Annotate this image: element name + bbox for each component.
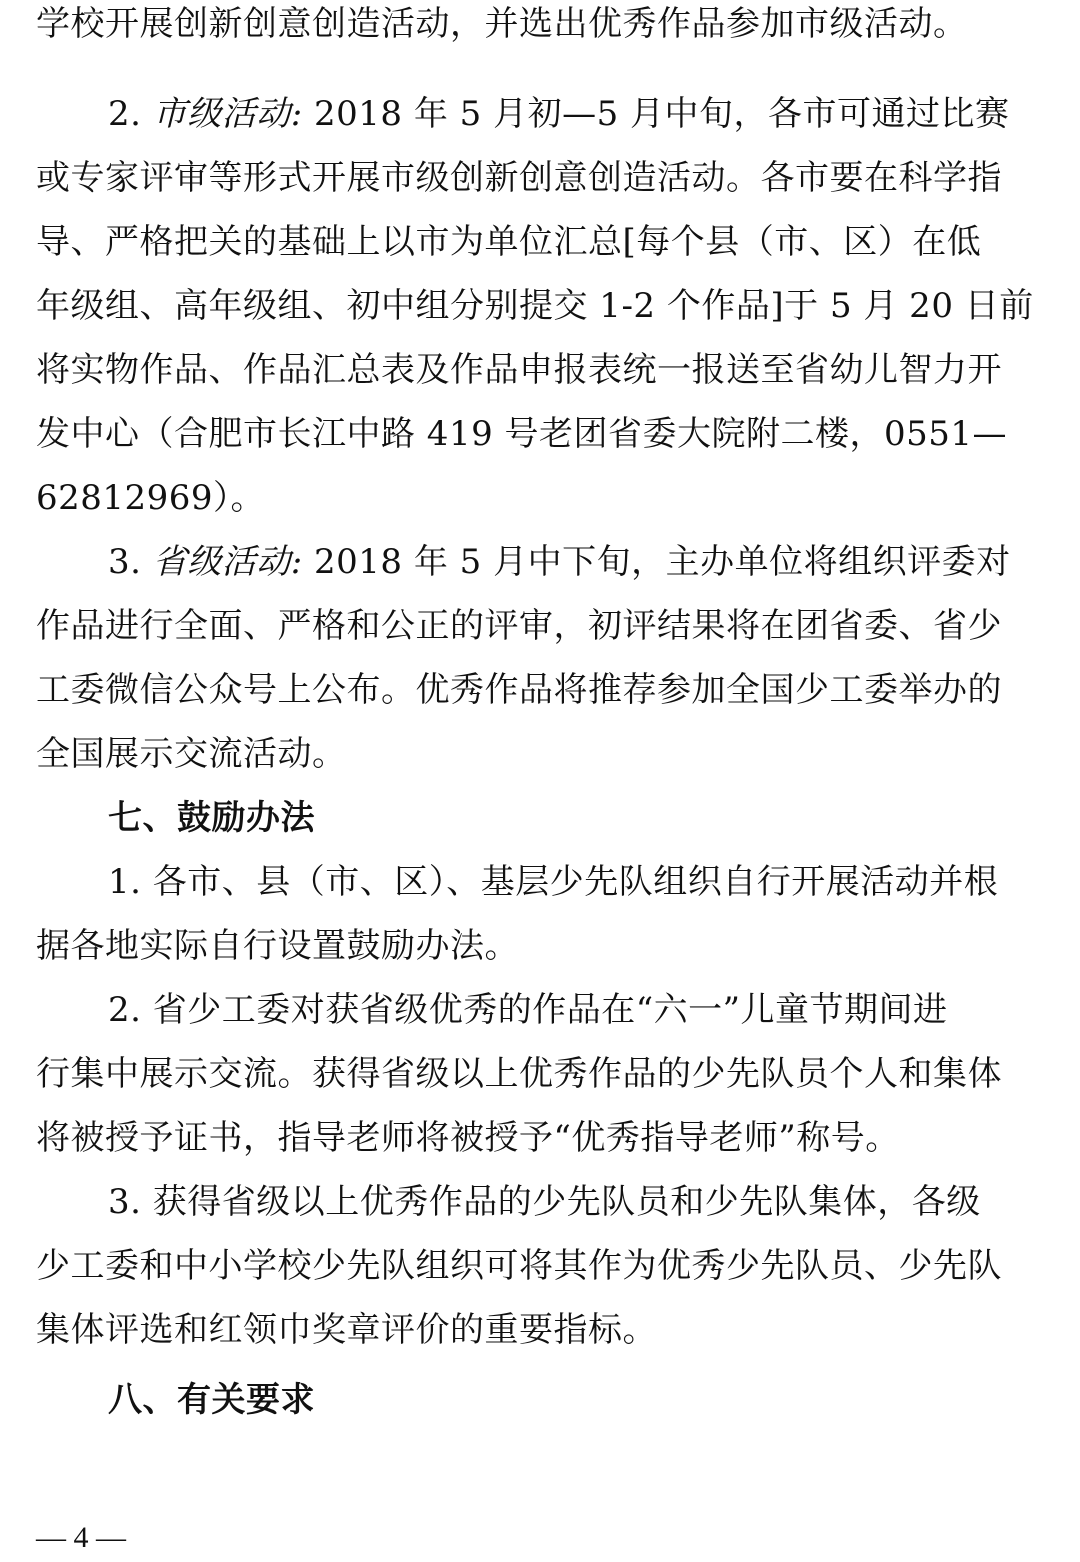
paragraph-line: 导、严格把关的基础上以市为单位汇总[每个县（市、区）在低: [36, 222, 982, 262]
paragraph-line: 年级组、高年级组、初中组分别提交 1-2 个作品]于 5 月 20 日前: [36, 286, 1034, 326]
paragraph-line: 行集中展示交流。获得省级以上优秀作品的少先队员个人和集体: [36, 1054, 1002, 1094]
paragraph-line: 将被授予证书，指导老师将被授予“优秀指导老师”称号。: [36, 1118, 900, 1158]
document-page: [36, 0, 1046, 1562]
paragraph-line: 据各地实际自行设置鼓励办法。: [36, 926, 519, 966]
paragraph-line: 集体评选和红领巾奖章评价的重要指标。: [36, 1310, 657, 1350]
paragraph-line: 学校开展创新创意创造活动，并选出优秀作品参加市级活动。: [36, 4, 968, 44]
paragraph-line: 全国展示交流活动。: [36, 734, 347, 774]
section-heading: 八、有关要求: [108, 1380, 315, 1420]
line-text: 2018 年 5 月初—5 月中旬，各市可通过比赛: [302, 94, 1010, 134]
paragraph-line: 2. 省少工委对获省级优秀的作品在“六一”儿童节期间进: [108, 990, 948, 1030]
paragraph-line: 1. 各市、县（市、区）、基层少先队组织自行开展活动并根: [108, 862, 999, 902]
section-heading: 七、鼓励办法: [108, 798, 315, 838]
paragraph-line: 作品进行全面、严格和公正的评审，初评结果将在团省委、省少: [36, 606, 1002, 646]
item-title: 市级活动:: [152, 94, 303, 134]
line-text: 2018 年 5 月中下旬，主办单位将组织评委对: [302, 542, 1011, 582]
item-number: 3.: [108, 542, 153, 582]
paragraph-line: 62812969）。: [36, 478, 266, 518]
paragraph-line: 或专家评审等形式开展市级创新创意创造活动。各市要在科学指: [36, 158, 1002, 198]
item-title: 省级活动:: [152, 542, 303, 582]
item-number: 2.: [108, 94, 153, 134]
paragraph-line: [36, 82, 1046, 146]
paragraph-line: 将实物作品、作品汇总表及作品申报表统一报送至省幼儿智力开: [36, 350, 1002, 390]
paragraph-line: 少工委和中小学校少先队组织可将其作为优秀少先队员、少先队: [36, 1246, 1002, 1286]
paragraph-line: 工委微信公众号上公布。优秀作品将推荐参加全国少工委举办的: [36, 670, 1002, 710]
page-number: — 4 —: [36, 1521, 126, 1554]
paragraph-line: [36, 530, 1046, 594]
paragraph-line: 发中心（合肥市长江中路 419 号老团省委大院附二楼，0551—: [36, 414, 1008, 454]
paragraph-line: 3. 获得省级以上优秀作品的少先队员和少先队集体，各级: [108, 1182, 981, 1222]
